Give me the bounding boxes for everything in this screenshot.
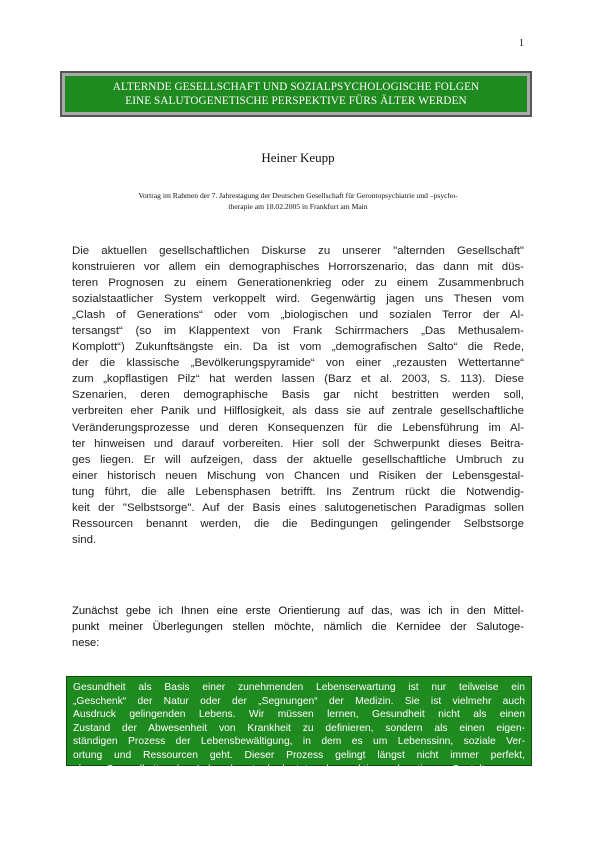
text-line: punkt meiner Überlegungen stellen möchte, nämlich die Kernidee der Salutoge- (72, 621, 524, 633)
text-line: sozialstaatlicher System verkoppelt wird. Gegenwärtig jagen uns Thesen vom (72, 293, 524, 306)
text-line: keit der "Selbstsorge". Auf der Basis eines salutogenetischen Paradigmas sollen (72, 501, 524, 514)
text-line: der die klassische „Bevölkerungspyramide“ von einer „rezausten Wettertanne“ (72, 357, 524, 370)
title-box (60, 71, 532, 117)
text-line: ständigen Prozess der Lebensbewältigung, in dem es um Lebenssinn, soziale Ver- (73, 736, 525, 748)
text-line: Die aktuellen gesellschaftlichen Diskurse zu unserer "alternden Gesellschaft" (72, 245, 524, 257)
text-line: Ausdruck gelingenden Lebens. Wir müssen lernen, Gesundheit nicht als einen (73, 709, 525, 721)
author-name: Heiner Keupp (261, 150, 335, 165)
highlight-box (66, 676, 532, 775)
text-line: nese: (72, 637, 100, 649)
text-line: konstruieren vor allem ein demographisches Horrorszenario, das dann mit düs- (72, 261, 524, 274)
subtitle-line-1: Vortrag im Rahmen der 7. Jahrestagung der Deutschen Gesellschaft für Gerontopsychiatrie und –psycho- (138, 191, 458, 200)
title-line-1: ALTERNDE GESELLSCHAFT UND SOZIALPSYCHOLOGISCHE FOLGEN (112, 81, 480, 93)
text-line: Veränderungsprozesse und deren Konsequenzen für die Lebensführung im Al- (72, 421, 524, 434)
text-line: Zunächst gebe ich Ihnen eine erste Orientierung auf das, was ich in den Mittel- (72, 605, 524, 617)
text-line: zum „kopflastigen Pilz“ hat werden lassen (Barz et al. 2003, S. 113). Diese (72, 373, 524, 386)
page-number: 1 (519, 38, 524, 49)
text-line: „Clash of Generations“ oder vom „biologischen und sozialen Terror der Al- (72, 309, 524, 322)
text-line: „Geschenk“ der Natur oder der „Segnungen“ der Medizin. Sie ist vielmehr auch (73, 695, 525, 707)
text-line: tersangst“ (so im Klappentext von Frank Schirrmachers „Das Methusalem- (72, 325, 524, 338)
text-line: sind. (72, 533, 97, 546)
text-line: Zustand der Abwesenheit von Krankheit zu definieren, sondern als einen eigen- (73, 722, 525, 734)
text-line: aber Gesundheit als Lebenskunst bedeutet, den aktiven kreativen Gestaltungspro- (73, 763, 525, 775)
body-paragraph (72, 243, 524, 548)
text-line: tung führt, die alle Lebensphasen betrifft. Ins Zentrum rückt die Notwendig- (72, 485, 524, 498)
intro-paragraph (72, 603, 524, 651)
title-banner (65, 76, 527, 112)
text-line: Ressourcen benannt werden, die die Bedingungen gelingender Selbstsorge (72, 517, 524, 530)
text-line: Komplott“) Zukunftsängste ein. Da ist vom „demografischen Salto“ die Rede, (72, 341, 524, 354)
text-line: teren Prognosen zu einem Generationenkrieg oder zu einem Zusammenbruch (72, 277, 524, 290)
text-line: einer historisch neuen Mischung von Chancen und Risiken der Lebensgestal- (72, 469, 524, 482)
text-line: verbreiten eher Panik und Hilflosigkeit, als dass sie auf zentrale gesellschaftliche (72, 405, 524, 418)
title-line-2: EINE SALUTOGENETISCHE PERSPEKTIVE FÜRS ÄLTER WERDEN (125, 95, 467, 107)
text-line: ortung und Ressourcen geht. Dieser Prozess gelingt längst nicht immer perfekt, (73, 749, 525, 761)
text-line: Szenarien, deren demographische Basis gar nicht bestritten werden soll, (72, 389, 524, 402)
text-line: ges liegen. Er will aufzeigen, dass der aktuelle gesellschaftliche Umbruch zu (72, 453, 524, 466)
text-line: ter hinweisen und darauf vorbereiten. Hier soll der Schwerpunkt dieses Beitra- (72, 437, 524, 450)
subtitle-line-2: therapie am 18.02.2005 in Frankfurt am Main (228, 202, 368, 211)
talk-subtitle (74, 190, 522, 212)
text-line: Gesundheit als Basis einer zunehmenden Lebenserwartung ist nur teilweise ein (73, 682, 525, 693)
